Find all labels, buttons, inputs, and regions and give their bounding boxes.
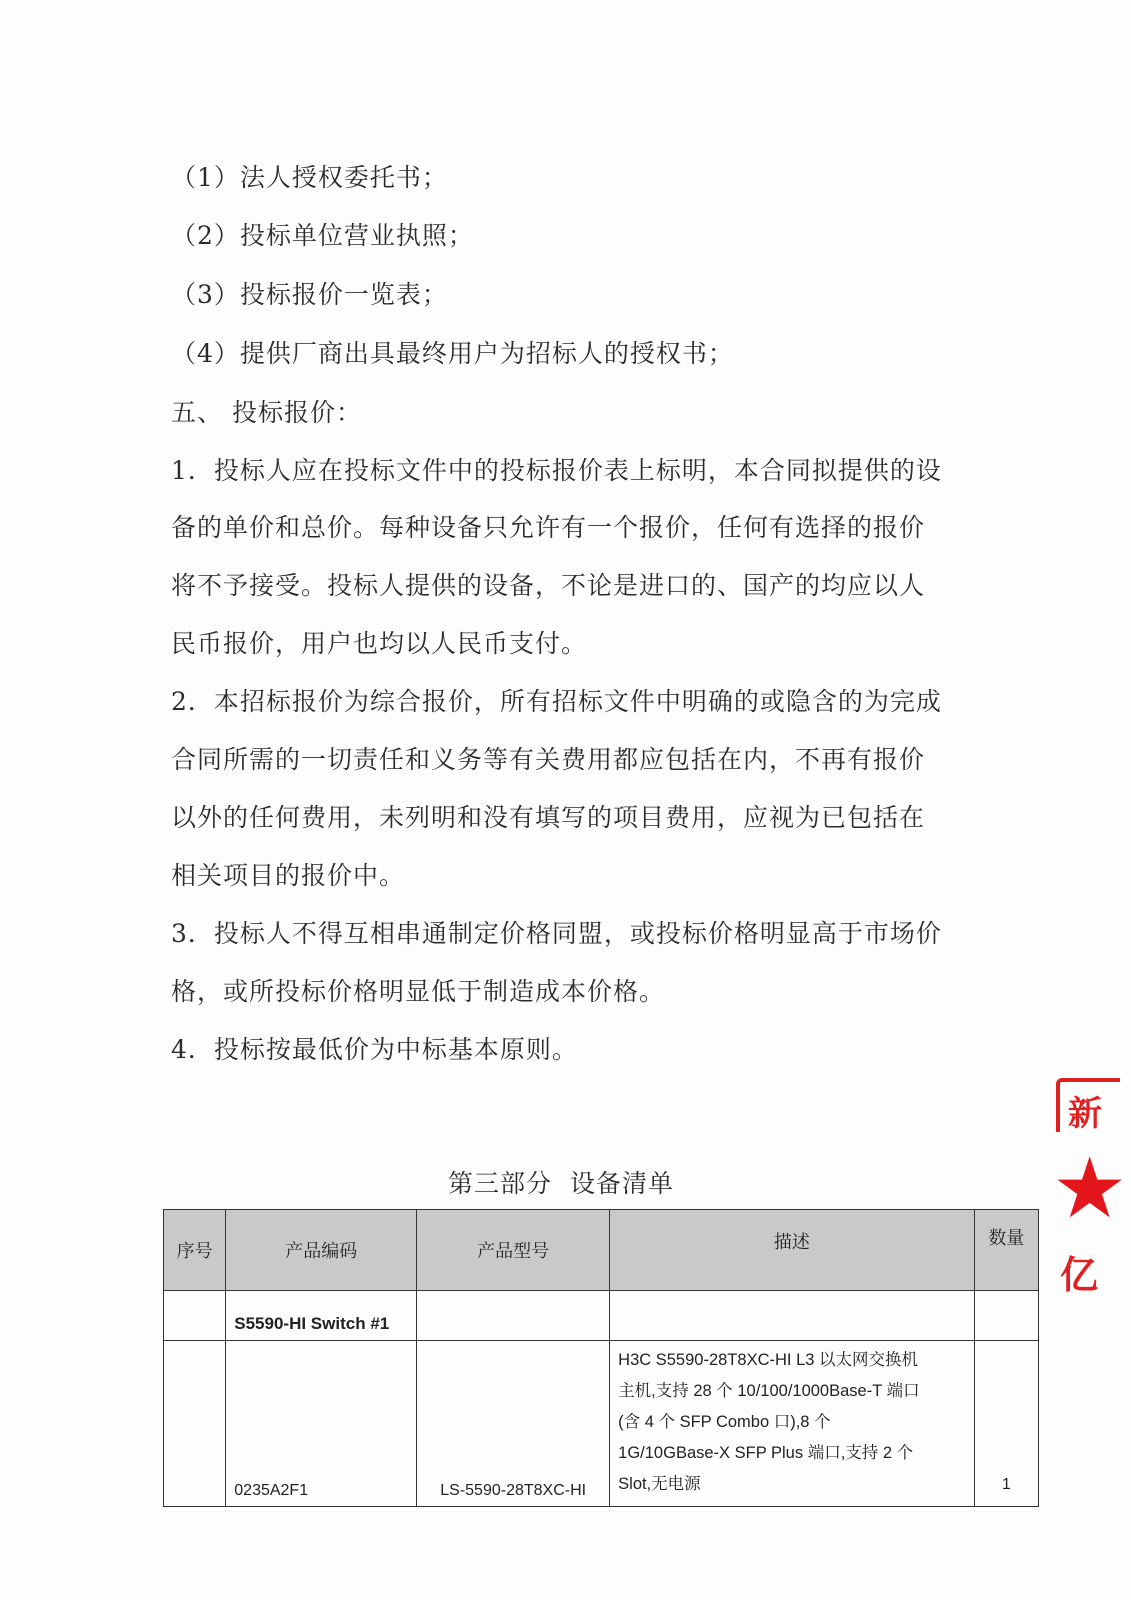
header-model: 产品型号: [417, 1210, 610, 1291]
paragraph-line: 格，或所投标价格明显低于制造成本价格。: [171, 977, 666, 1006]
list-item-3: （3）投标报价一览表；: [171, 280, 448, 309]
section-title: [448, 1164, 674, 1200]
paragraph-line: 合同所需的一切责任和义务等有关费用都应包括在内，不再有报价: [171, 745, 926, 774]
item-qty: 1: [974, 1341, 1038, 1507]
seal-fragment: 亿: [1060, 1253, 1099, 1297]
paragraph-line: 3．投标人不得互相串通制定价格同盟，或投标价格明显高于市场价: [171, 919, 942, 948]
paragraph-line: 相关项目的报价中。: [171, 861, 406, 890]
table-row: [164, 1341, 1039, 1507]
group-title: S5590-HI Switch #1: [226, 1291, 417, 1341]
table-cell: [974, 1291, 1038, 1341]
list-item-2: （2）投标单位营业执照；: [171, 221, 474, 250]
header-qty: 数量: [974, 1210, 1038, 1291]
item-code: 0235A2F1: [226, 1341, 417, 1507]
paragraph-line: 将不予接受。投标人提供的设备，不论是进口的、国产的均应以人: [171, 571, 926, 600]
desc-line: (含 4 个 SFP Combo 口),8 个: [618, 1413, 831, 1431]
header-desc: 描述: [610, 1210, 974, 1291]
list-item-1: （1）法人授权委托书；: [171, 163, 448, 192]
company-seal: [1050, 1072, 1131, 1312]
paragraph-line: 2．本招标报价为综合报价，所有招标文件中明确的或隐含的为完成: [171, 687, 942, 716]
item-model: LS-5590-28T8XC-HI: [417, 1341, 610, 1507]
header-code: 产品编码: [226, 1210, 417, 1291]
table-group-row: [164, 1291, 1039, 1341]
section-part: 第三部分: [448, 1169, 553, 1198]
seal-char: 新: [1068, 1094, 1102, 1134]
paragraph-line: 1．投标人应在投标文件中的投标报价表上标明，本合同拟提供的设: [171, 456, 942, 485]
desc-line: 主机,支持 28 个 10/100/1000Base-T 端口: [618, 1382, 920, 1400]
star-icon: ★: [1052, 1139, 1128, 1237]
paragraph-line: 备的单价和总价。每种设备只允许有一个报价，任何有选择的报价: [171, 513, 926, 542]
header-no: 序号: [164, 1210, 226, 1291]
equipment-table: [163, 1209, 1039, 1507]
paragraph-line: 以外的任何费用，未列明和没有填写的项目费用，应视为已包括在: [171, 803, 926, 832]
item-no: [164, 1341, 226, 1507]
table-header-row: [164, 1210, 1039, 1291]
section-heading-5: 五、 投标报价：: [171, 398, 362, 427]
table-cell: [610, 1291, 974, 1341]
desc-line: 1G/10GBase-X SFP Plus 端口,支持 2 个: [618, 1444, 914, 1462]
desc-line: H3C S5590-28T8XC-HI L3 以太网交换机: [618, 1351, 919, 1369]
paragraph-line: 4．投标按最低价为中标基本原则。: [171, 1035, 578, 1064]
list-item-4: （4）提供厂商出具最终用户为招标人的授权书；: [171, 339, 734, 368]
section-name: 设备清单: [570, 1169, 675, 1198]
desc-line: Slot,无电源: [618, 1475, 701, 1493]
table-cell: [164, 1291, 226, 1341]
paragraph-line: 民币报价，用户也均以人民币支付。: [171, 629, 588, 658]
item-desc: [610, 1341, 974, 1507]
table-cell: [417, 1291, 610, 1341]
